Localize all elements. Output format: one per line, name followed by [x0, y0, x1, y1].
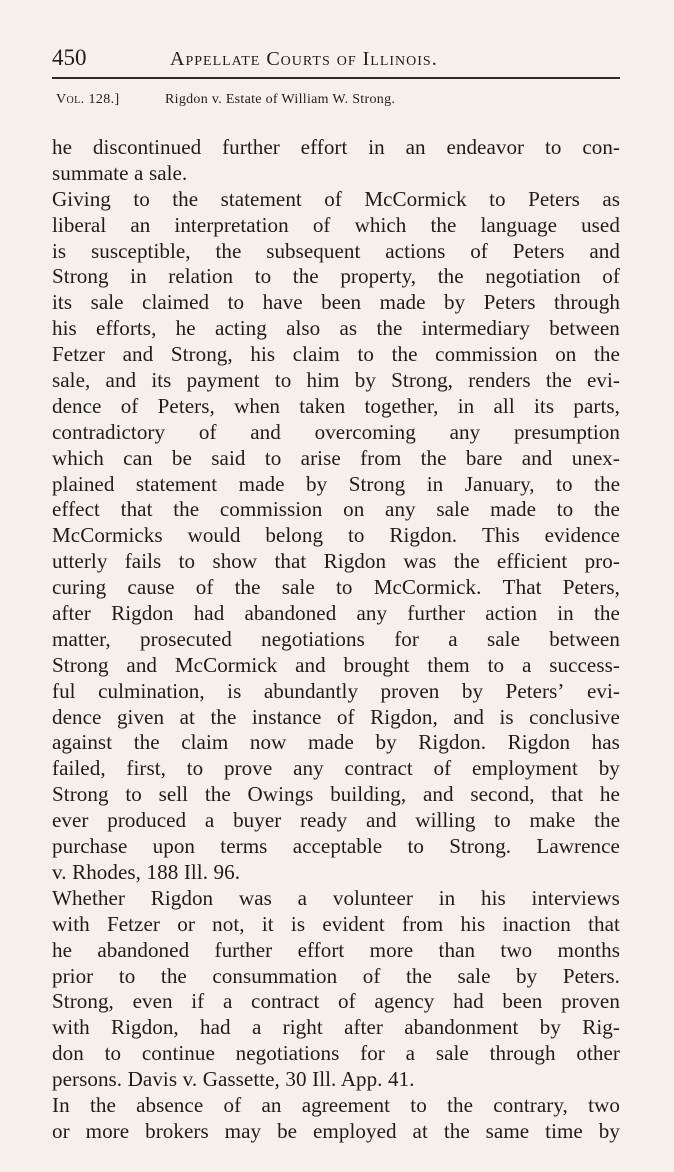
text-line: is susceptible, the subsequent actions of Peters and — [52, 238, 620, 263]
text-line: his efforts, he acting also as the intermediary between — [52, 316, 620, 341]
text-line: with Fetzer or not, it is evident from his inaction that — [52, 911, 620, 936]
text-line: against the claim now made by Rigdon. Rigdon has — [52, 730, 620, 755]
text-line: he discontinued further effort in an endeavor to con- — [52, 135, 620, 159]
text-line: summate a sale. — [52, 160, 188, 185]
text-line: purchase upon terms acceptable to Strong. Lawrence — [52, 834, 620, 859]
text-line: curing cause of the sale to McCormick. That Peters, — [52, 575, 620, 600]
text-line: after Rigdon had abandoned any further action in the — [52, 601, 620, 626]
running-head: Appellate Courts of Illinois. — [170, 48, 438, 70]
text-line: Strong to sell the Owings building, and second, that he — [52, 782, 620, 807]
text-line: effect that the commission on any sale made to the — [52, 497, 620, 522]
text-line: ever produced a buyer ready and willing to make the — [52, 808, 620, 833]
text-line: v. Rhodes, 188 Ill. 96. — [52, 859, 241, 884]
case-reference-line — [52, 90, 620, 114]
page-header — [52, 44, 620, 76]
text-line: utterly fails to show that Rigdon was the efficient pro- — [52, 549, 620, 574]
text-line: don to continue negotiations for a sale through other — [52, 1041, 620, 1066]
text-line: Strong in relation to the property, the negotiation of — [52, 264, 620, 289]
text-line: failed, first, to prove any contract of employment by — [52, 756, 620, 781]
text-line: Fetzer and Strong, his claim to the commission on the — [52, 342, 620, 367]
text-line: In the absence of an agreement to the contrary, two — [52, 1092, 620, 1117]
text-line: which can be said to arise from the bare and unex- — [52, 445, 620, 470]
page-number: 450 — [52, 45, 87, 70]
text-line: matter, prosecuted negotiations for a sale between — [52, 626, 620, 651]
text-line: Whether Rigdon was a volunteer in his interviews — [52, 885, 620, 910]
text-line: its sale claimed to have been made by Peters through — [52, 290, 620, 315]
text-line: Strong, even if a contract of agency had been proven — [52, 989, 620, 1014]
text-line: dence given at the instance of Rigdon, and is conclusive — [52, 704, 620, 729]
text-line: he abandoned further effort more than two months — [52, 937, 620, 962]
text-line: or more brokers may be employed at the same time by — [52, 1118, 620, 1143]
text-line: persons. Davis v. Gassette, 30 Ill. App. 41. — [52, 1067, 415, 1092]
text-line: contradictory of and overcoming any presumption — [52, 419, 620, 444]
body-text — [52, 135, 620, 1145]
text-line: Giving to the statement of McCormick to Peters as — [52, 186, 620, 211]
text-line: dence of Peters, when taken together, in all its parts, — [52, 393, 620, 418]
text-line: McCormicks would belong to Rigdon. This evidence — [52, 523, 620, 548]
text-line: prior to the consummation of the sale by Peters. — [52, 963, 620, 988]
text-line: plained statement made by Strong in January, to the — [52, 471, 620, 496]
text-line: Strong and McCormick and brought them to a success- — [52, 652, 620, 677]
volume-reference: Vol. 128.] — [56, 92, 120, 107]
text-line: sale, and its payment to him by Strong, renders the evi- — [52, 368, 620, 393]
case-title: Rigdon v. Estate of William W. Strong. — [165, 92, 396, 107]
text-line: with Rigdon, had a right after abandonment by Rig- — [52, 1015, 620, 1040]
text-line: liberal an interpretation of which the language used — [52, 212, 620, 237]
text-line: ful culmination, is abundantly proven by Peters’ evi- — [52, 678, 620, 703]
header-rule — [52, 77, 620, 79]
